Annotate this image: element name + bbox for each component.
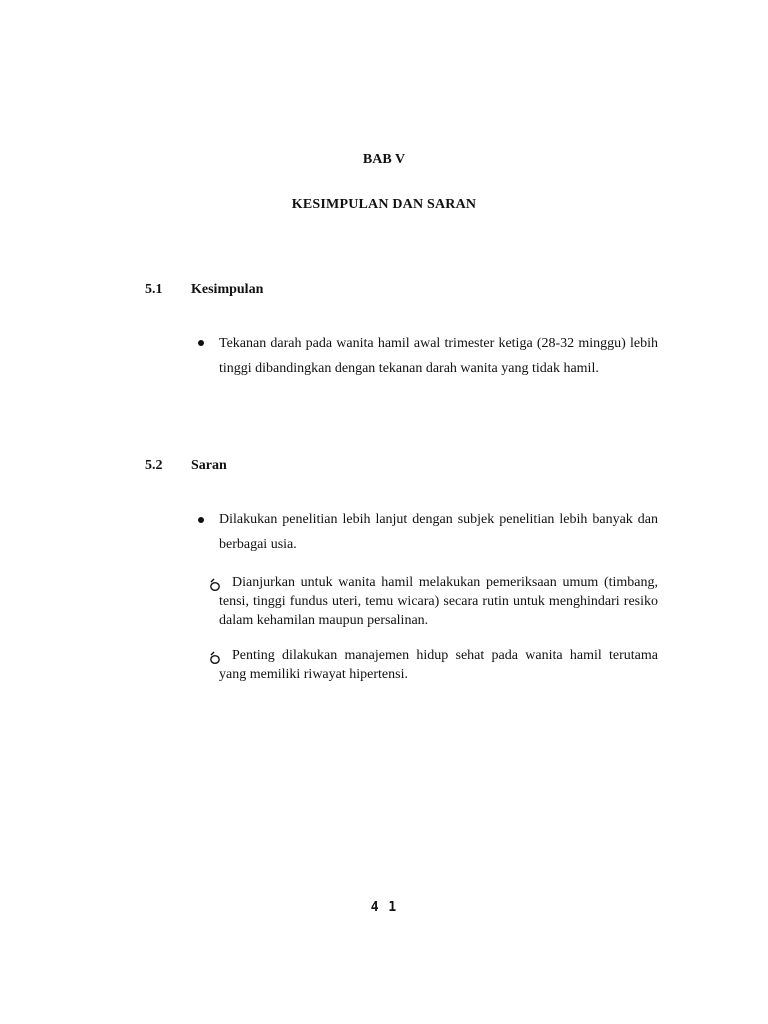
suggestion-sub-bullet-text: Dianjurkan untuk wanita hamil melakukan pemeriksaan umum (timbang, tensi, tinggi fundus uteri, temu wicara) secara rutin untuk menghindari resiko dalam kehamilan maupun persalinan. bbox=[219, 575, 658, 628]
bullet-dot-icon bbox=[198, 340, 204, 346]
suggestion-sub-bullet-text: Penting dilakukan manajemen hidup sehat pada wanita hamil terutama yang memiliki riwayat hipertensi. bbox=[219, 648, 658, 682]
bullet-dot-icon bbox=[198, 517, 204, 523]
section-title-saran: Saran bbox=[191, 458, 227, 473]
chapter-title: KESIMPULAN DAN SARAN bbox=[291, 197, 477, 212]
section-number-5-1: 5.1 bbox=[145, 282, 163, 297]
page-number: 4 1 bbox=[370, 900, 398, 915]
section-number-5-2: 5.2 bbox=[145, 458, 163, 473]
suggestion-bullet-text: Dilakukan penelitian lebih lanjut dengan subjek penelitian lebih banyak dan berbagai usia. bbox=[219, 512, 658, 552]
section-title-kesimpulan: Kesimpulan bbox=[191, 282, 264, 297]
conclusion-bullet-text: Tekanan darah pada wanita hamil awal trimester ketiga (28-32 minggu) lebih tinggi dibandingkan dengan tekanan darah wanita yang tidak hamil. bbox=[219, 336, 658, 376]
chapter-label: BAB V bbox=[362, 152, 406, 167]
